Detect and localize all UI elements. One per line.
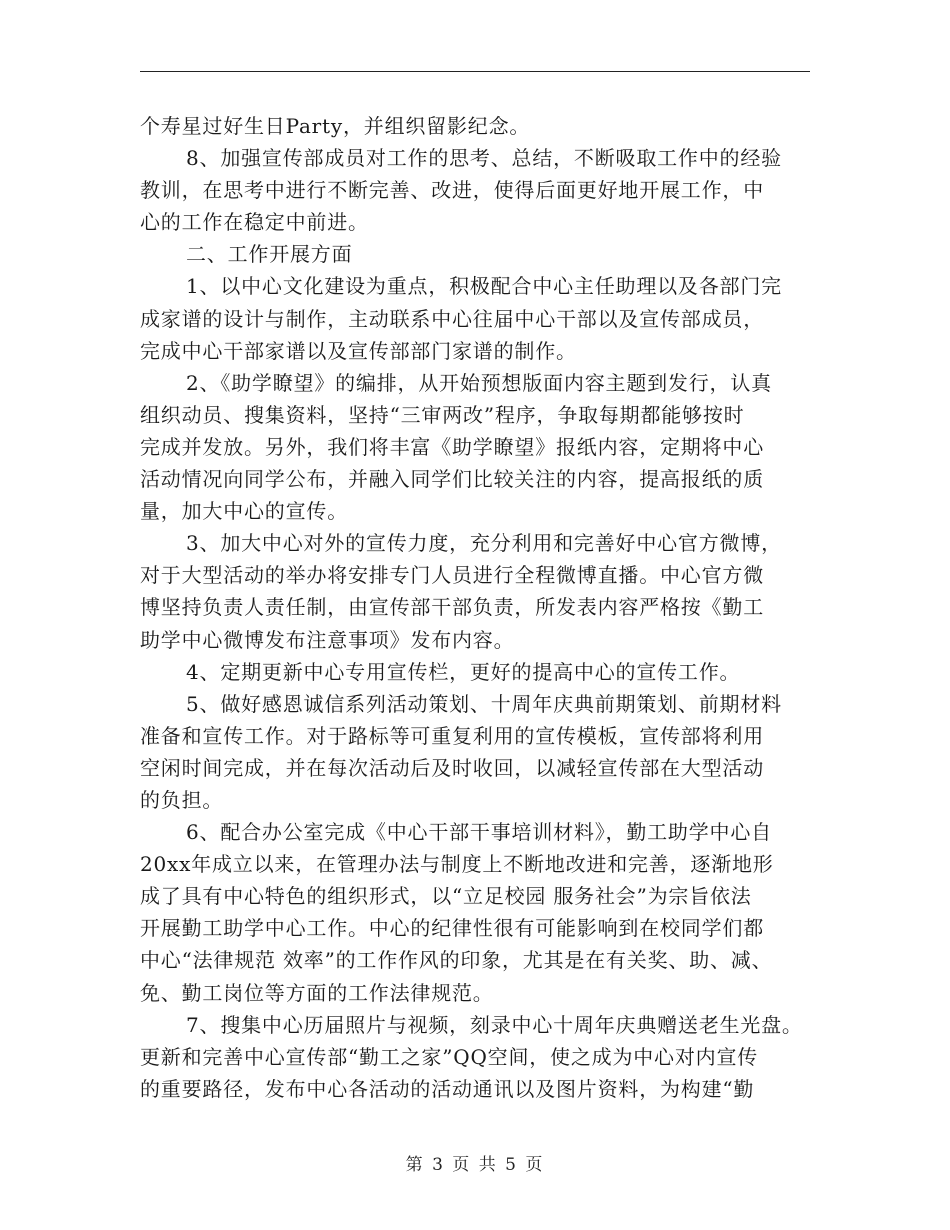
text-line: 免、勤工岗位等方面的工作法律规范。	[140, 980, 494, 1005]
text-line: 博坚持负责人责任制，由宣传部干部负责，所发表内容严格按《勤工	[140, 595, 764, 620]
text-line: 个寿星过好生日Party，并组织留影纪念。	[140, 114, 531, 138]
text-line: 完成并发放。另外，我们将丰富《助学瞭望》报纸内容，定期将中心	[140, 434, 764, 459]
text-line: 2、《助学瞭望》的编排，从开始预想版面内容主题到发行，认真	[186, 370, 772, 395]
text-line: 的负担。	[140, 787, 224, 812]
text-line: 6、配合办公室完成《中心干部干事培训材料》，勤工助学中心自	[186, 820, 772, 845]
text-line: 助学中心微博发布注意事项》发布内容。	[140, 627, 515, 652]
text-line: 3、加大中心对外的宣传力度，充分利用和完善好中心官方微博，	[186, 531, 782, 556]
text-line: 活动情况向同学公布，并融入同学们比较关注的内容，提高报纸的质	[140, 467, 764, 492]
text-line: 量，加大中心的宣传。	[140, 499, 348, 524]
text-line: 更新和完善中心宣传部“勤工之家”QQ空间，使之成为中心对内宣传	[140, 1044, 759, 1069]
text-line: 对于大型活动的举办将安排专门人员进行全程微博直播。中心官方微	[140, 563, 764, 588]
text-line: 成了具有中心特色的组织形式，以“立足校园 服务社会”为宗旨依法	[140, 884, 752, 909]
text-line: 7、搜集中心历届照片与视频，刻录中心十周年庆典赠送老生光盘。	[186, 1012, 803, 1037]
text-line: 4、定期更新中心专用宣传栏，更好的提高中心的宣传工作。	[186, 659, 741, 684]
text-line: 成家谱的设计与制作，主动联系中心往届中心干部以及宣传部成员，	[140, 306, 764, 331]
header-rule	[140, 71, 810, 72]
text-line: 1、以中心文化建设为重点，积极配合中心主任助理以及各部门完	[186, 274, 782, 299]
document-body	[140, 110, 830, 1105]
page-number-footer: 第 3 页 共 5 页	[405, 1155, 545, 1175]
section-heading: 二、工作开展方面	[186, 242, 353, 267]
text-line: 的重要路径，发布中心各活动的活动通讯以及图片资料，为构建“勤	[140, 1076, 755, 1101]
text-line: 开展勤工助学中心工作。中心的纪律性很有可能影响到在校同学们都	[140, 916, 764, 941]
text-line: 心的工作在稳定中前进。	[140, 210, 369, 235]
text-line: 准备和宣传工作。对于路标等可重复利用的宣传模板，宣传部将利用	[140, 723, 764, 748]
text-line: 5、做好感恩诚信系列活动策划、十周年庆典前期策划、前期材料	[186, 691, 782, 716]
text-line: 组织动员、搜集资料，坚持“三审两改”程序，争取每期都能够按时	[140, 402, 745, 427]
text-line: 完成中心干部家谱以及宣传部部门家谱的制作。	[140, 338, 577, 363]
text-line: 空闲时间完成，并在每次活动后及时收回，以减轻宣传部在大型活动	[140, 755, 764, 780]
text-line: 20xx年成立以来，在管理办法与制度上不断地改进和完善，逐渐地形	[140, 852, 774, 877]
text-line: 8、加强宣传部成员对工作的思考、总结，不断吸取工作中的经验	[186, 146, 782, 171]
text-line: 中心“法律规范 效率”的工作作风的印象，尤其是在有关奖、助、减、	[140, 948, 773, 973]
text-line: 教训，在思考中进行不断完善、改进，使得后面更好地开展工作，中	[140, 178, 764, 203]
